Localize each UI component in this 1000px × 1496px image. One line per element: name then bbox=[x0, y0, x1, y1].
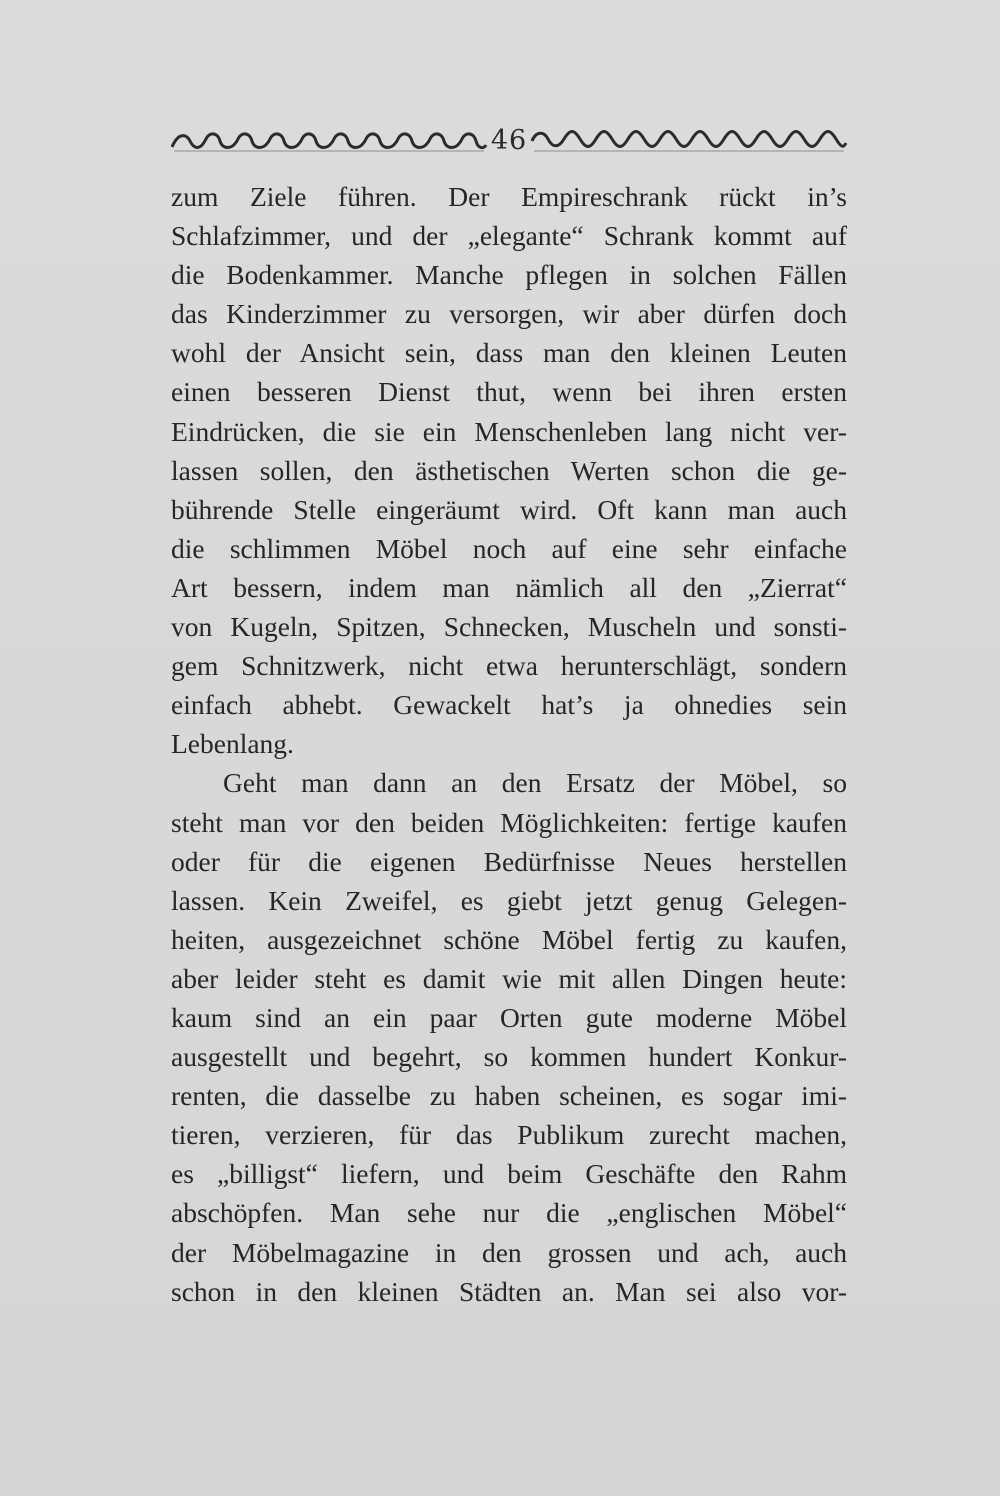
text-line: lassen. Kein Zweifel, es giebt jetzt genug Gelegen- bbox=[171, 884, 847, 916]
text-line: einfach abhebt. Gewackelt hat’s ja ohnedies sein bbox=[171, 689, 847, 721]
text-line: zum Ziele führen. Der Empireschrank rückt in’s bbox=[171, 181, 847, 212]
page-number: 46 bbox=[490, 124, 528, 156]
text-line: steht man vor den beiden Möglichkeiten: fertige kaufen bbox=[171, 806, 847, 838]
text-line: einen besseren Dienst thut, wenn bei ihren ersten bbox=[171, 376, 847, 408]
running-header bbox=[170, 118, 848, 162]
text-line: die schlimmen Möbel noch auf eine sehr einfache bbox=[171, 532, 847, 564]
text-line: Art bessern, indem man nämlich all den „Zierrat“ bbox=[171, 571, 847, 603]
text-line: die Bodenkammer. Manche pflegen in solchen Fällen bbox=[171, 259, 847, 291]
text-line: bührende Stelle eingeräumt wird. Oft kann man auch bbox=[171, 493, 847, 525]
text-line: wohl der Ansicht sein, dass man den kleinen Leuten bbox=[171, 337, 847, 369]
text-line: tieren, verzieren, für das Publikum zurecht machen, bbox=[171, 1119, 847, 1151]
text-line: Geht man dann an den Ersatz der Möbel, so bbox=[223, 767, 847, 799]
text-line: von Kugeln, Spitzen, Schnecken, Muscheln und sonsti- bbox=[171, 611, 847, 643]
text-line: der Möbelmagazine in den grossen und ach, auch bbox=[171, 1236, 847, 1268]
text-line: schon in den kleinen Städten an. Man sei also vor- bbox=[171, 1275, 847, 1307]
text-line: das Kinderzimmer zu versorgen, wir aber dürfen doch bbox=[171, 298, 847, 330]
paragraph-2 bbox=[171, 763, 847, 1310]
text-line: heiten, ausgezeichnet schöne Möbel fertig zu kaufen, bbox=[171, 923, 847, 955]
right-ornament-icon bbox=[530, 125, 848, 155]
text-line: gem Schnitzwerk, nicht etwa herunterschlägt, sondern bbox=[171, 650, 847, 682]
text-line: Schlafzimmer, und der „elegante“ Schrank kommt auf bbox=[171, 220, 847, 252]
text-line: abschöpfen. Man sehe nur die „englischen Möbel“ bbox=[171, 1197, 847, 1229]
text-line: es „billigst“ liefern, und beim Geschäfte den Rahm bbox=[171, 1158, 847, 1190]
text-line: Lebenlang. bbox=[171, 728, 294, 760]
body-text bbox=[171, 177, 847, 1311]
text-line: ausgestellt und begehrt, so kommen hundert Konkur- bbox=[171, 1041, 847, 1073]
text-line: oder für die eigenen Bedürfnisse Neues herstellen bbox=[171, 845, 847, 877]
text-line: Eindrücken, die sie ein Menschenleben lang nicht ver- bbox=[171, 415, 847, 447]
text-line: renten, die dasselbe zu haben scheinen, es sogar imi- bbox=[171, 1080, 847, 1112]
text-line: lassen sollen, den ästhetischen Werten schon die ge- bbox=[171, 454, 847, 486]
left-ornament-icon bbox=[170, 125, 488, 155]
text-line: aber leider steht es damit wie mit allen Dingen heute: bbox=[171, 962, 847, 994]
text-line: kaum sind an ein paar Orten gute moderne Möbel bbox=[171, 1001, 847, 1033]
paragraph-1 bbox=[171, 177, 847, 763]
